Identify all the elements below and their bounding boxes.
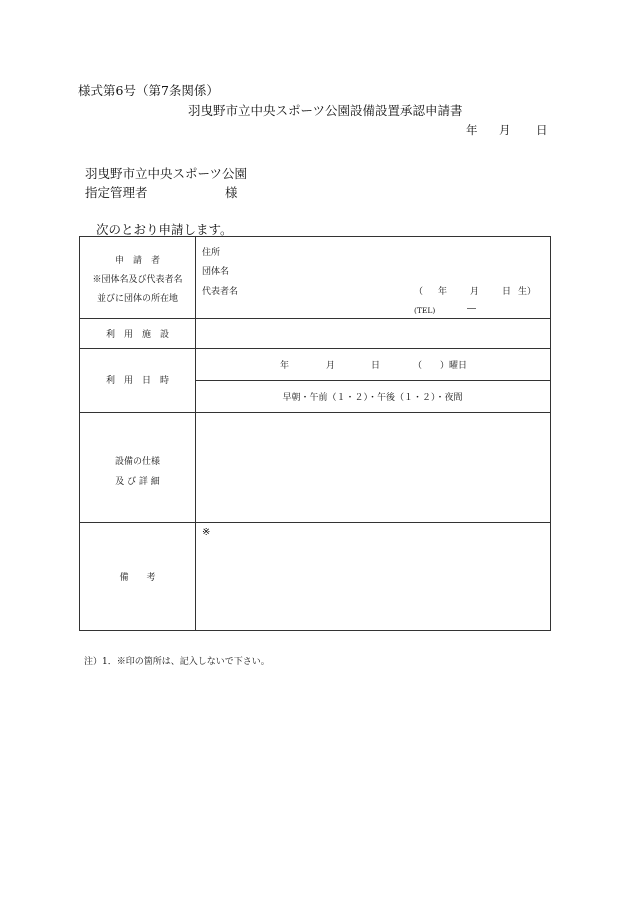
spec-detail-label: 及 び 詳 細	[115, 477, 160, 487]
use-weekday: （ ）曜日	[413, 361, 468, 371]
birth-year: 年	[438, 287, 448, 297]
birth-suffix: 生）	[518, 287, 537, 297]
remarks-mark: ※	[202, 527, 211, 538]
tel-label: (TEL)	[414, 306, 436, 315]
document-title: 羽曳野市立中央スポーツ公園設備設置承認申請書	[188, 103, 463, 118]
form-number: 様式第6号（第7条関係）	[78, 83, 219, 98]
spec-label: 設備の仕様	[114, 457, 160, 467]
datetime-label: 利 用 日 時	[105, 376, 169, 386]
row-divider-applicant	[80, 318, 550, 319]
birth-month: 月	[470, 287, 480, 297]
footnote: 注）1．※印の箇所は、記入しないで下さい。	[84, 657, 270, 667]
addressee-honorific: 様	[225, 185, 238, 200]
time-slot-options: 早朝・午前（１・２）・午後（１・２）・夜間	[282, 393, 463, 403]
applicant-label: 申 請 者	[114, 256, 160, 266]
column-divider	[195, 237, 196, 630]
addressee-park: 羽曳野市立中央スポーツ公園	[85, 166, 248, 181]
application-table	[79, 236, 551, 631]
header-date-month: 月	[499, 123, 511, 137]
header-date-year: 年	[466, 123, 478, 137]
row-divider-datetime-inner	[195, 380, 550, 381]
applicant-note-2: 並びに団体の所在地	[96, 294, 178, 304]
row-divider-datetime	[80, 412, 550, 413]
use-date-year: 年	[280, 361, 290, 371]
group-name-label: 団体名	[202, 267, 230, 277]
facility-label: 利 用 施 設	[105, 330, 169, 340]
birth-open: （	[414, 287, 424, 297]
intro-text: 次のとおり申請します。	[96, 222, 233, 237]
addressee-manager: 指定管理者	[85, 185, 148, 200]
tel-dash: ―	[467, 304, 476, 314]
remarks-label: 備 考	[119, 573, 156, 583]
use-date-day: 日	[371, 361, 381, 371]
row-divider-spec	[80, 522, 550, 523]
header-date-day: 日	[536, 123, 548, 137]
row-divider-facility	[80, 348, 550, 349]
representative-label: 代表者名	[202, 287, 239, 297]
birth-day: 日	[502, 287, 512, 297]
use-date-month: 月	[326, 361, 336, 371]
applicant-note-1: ※団体名及び代表者名	[92, 275, 183, 285]
address-label: 住所	[202, 248, 221, 258]
